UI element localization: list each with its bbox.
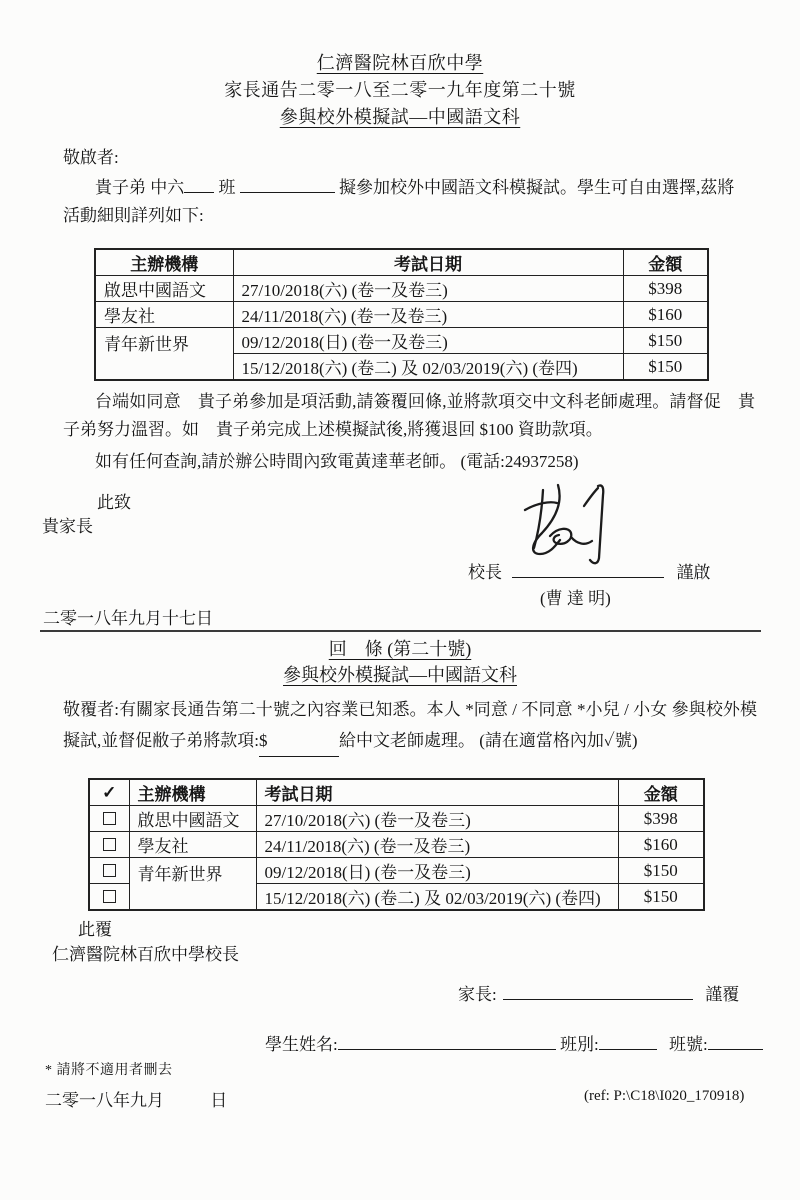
bottom-date-suffix: 日 — [210, 1091, 228, 1110]
fee-cell: $160 — [618, 832, 704, 858]
student-info-line — [265, 1030, 763, 1055]
exam-date-header: 考試日期 — [256, 779, 618, 806]
intro-paragraph — [63, 174, 763, 230]
issue-date: 二零一八年九月十七日 — [43, 609, 213, 628]
class-number-label: 班號: — [668, 1035, 708, 1054]
exam-date-cell: 27/10/2018(六) (卷一及卷三) — [256, 806, 618, 832]
exam-date-cell: 24/11/2018(六) (卷一及卷三) — [233, 302, 623, 328]
signature-blank-line — [512, 564, 664, 578]
fee-cell: $398 — [623, 276, 708, 302]
fee-header: 金額 — [618, 779, 704, 806]
checkmark-icon: ✓ — [89, 779, 129, 806]
reply-body-paragraph — [63, 694, 757, 757]
table-row — [89, 832, 704, 858]
school-name: 仁濟醫院林百欣中學 — [316, 53, 484, 73]
closing-salute: 此致 — [97, 493, 131, 512]
table-row — [89, 858, 704, 884]
closing-block — [0, 482, 800, 612]
exam-date-cell: 24/11/2018(六) (卷一及卷三) — [256, 832, 618, 858]
reply-closing-salute: 此覆 — [78, 920, 112, 939]
reply-body-text-2: 給中文老師處理。 (請在適當格內加✓號) — [338, 731, 638, 750]
table-row — [95, 276, 708, 302]
reply-addressee: 仁濟醫院林百欣中學校長 — [52, 945, 239, 964]
principal-signoff: 謹啟 — [676, 563, 711, 582]
ref-code: (ref: P:\C18\I020_170918) — [584, 1088, 745, 1104]
student-name-label: 學生姓名: — [265, 1035, 338, 1054]
organizer-cell: 青年新世界 — [129, 858, 256, 911]
bottom-date-prefix: 二零一八年九月 — [45, 1091, 164, 1110]
table-header-row — [89, 779, 704, 806]
choice-table — [88, 778, 705, 911]
fee-cell: $160 — [623, 302, 708, 328]
parent-signoff: 謹覆 — [705, 985, 740, 1004]
exam-date-header: 考試日期 — [233, 249, 623, 276]
fee-cell: $398 — [618, 806, 704, 832]
amount-blank-line — [259, 725, 339, 757]
class-blank-line — [599, 1036, 657, 1050]
reply-subject: 參與校外模擬試—中國語文科 — [283, 665, 517, 685]
student-name-blank-line — [240, 179, 335, 193]
bottom-date-line — [45, 1086, 227, 1111]
checkbox-icon — [103, 890, 116, 903]
parent-blank-line — [503, 986, 693, 1000]
exam-date-cell: 09/12/2018(日) (卷一及卷三) — [233, 328, 623, 354]
organizer-header: 主辦機構 — [95, 249, 233, 276]
reply-title: 回 條 (第二十號) — [328, 639, 472, 659]
checkbox-icon — [103, 812, 116, 825]
table-row — [89, 806, 704, 832]
organizer-cell: 學友社 — [95, 302, 233, 328]
organizer-cell: 青年新世界 — [95, 328, 233, 381]
parent-label: 家長: — [458, 985, 497, 1004]
enquiry-paragraph: 如有任何查詢,請於辦公時間內致電黃達華老師。 (電話:24937258) — [95, 452, 579, 471]
organizer-cell: 啟思中國語文 — [95, 276, 233, 302]
principal-signature-line — [468, 558, 711, 583]
intro-text-1: 貴子弟 中六 — [95, 178, 185, 197]
table-row — [95, 302, 708, 328]
parent-signature-line — [458, 980, 739, 1005]
delete-note: * 請將不適用者刪去 — [45, 1063, 173, 1078]
checkbox-icon — [103, 864, 116, 877]
table-row — [95, 328, 708, 354]
class-number-blank-line — [708, 1036, 763, 1050]
intro-text-2: 班 — [214, 178, 240, 197]
intro-text-3a: 擬參加校外中國語文科模擬試。學生可自由選擇,茲將 — [334, 178, 735, 197]
class-label: 班別: — [559, 1035, 599, 1054]
fee-cell: $150 — [623, 354, 708, 381]
exam-date-cell: 15/12/2018(六) (卷二) 及 02/03/2019(六) (卷四) — [233, 354, 623, 381]
subject-line: 參與校外模擬試—中國語文科 — [279, 107, 521, 127]
class-blank-line — [184, 179, 214, 193]
fee-cell: $150 — [623, 328, 708, 354]
currency-symbol: $ — [258, 731, 268, 750]
student-name-blank-line — [338, 1036, 556, 1050]
intro-text-3b: 活動細則詳列如下: — [63, 206, 204, 225]
exam-date-cell: 15/12/2018(六) (卷二) 及 02/03/2019(六) (卷四) — [256, 884, 618, 911]
notice-number-line: 家長通告二零一八至二零一九年度第二十號 — [224, 80, 576, 100]
table-header-row — [95, 249, 708, 276]
principal-name: (曹 達 明) — [540, 589, 611, 608]
section-divider — [40, 630, 761, 632]
reply-slip-header — [0, 636, 800, 688]
fee-header: 金額 — [623, 249, 708, 276]
letterhead — [0, 50, 800, 131]
salutation: 敬啟者: — [63, 148, 119, 167]
organizer-cell: 學友社 — [129, 832, 256, 858]
organizer-header: 主辦機構 — [129, 779, 256, 806]
closing-addressee: 貴家長 — [42, 517, 93, 536]
fee-cell: $150 — [618, 858, 704, 884]
reply-body-text-1: 敬覆者:有關家長通告第二十號之內容業已知悉。本人 *同意 / 不同意 *小兒 / 小女 參與校外模擬試,並督促敝子弟將款項: — [63, 700, 757, 750]
principal-label: 校長 — [468, 563, 502, 582]
exam-date-cell: 27/10/2018(六) (卷一及卷三) — [233, 276, 623, 302]
fee-cell: $150 — [618, 884, 704, 911]
checkbox-icon — [103, 838, 116, 851]
consent-paragraph: 台端如同意 貴子弟參加是項活動,請簽覆回條,並將款項交中文科老師處理。請督促 貴子弟努力溫習。如 貴子弟完成上述模擬試後,將獲退回 $100 資助款項。 — [63, 392, 755, 439]
exam-date-cell: 09/12/2018(日) (卷一及卷三) — [256, 858, 618, 884]
exam-table — [94, 248, 709, 381]
organizer-cell: 啟思中國語文 — [129, 806, 256, 832]
